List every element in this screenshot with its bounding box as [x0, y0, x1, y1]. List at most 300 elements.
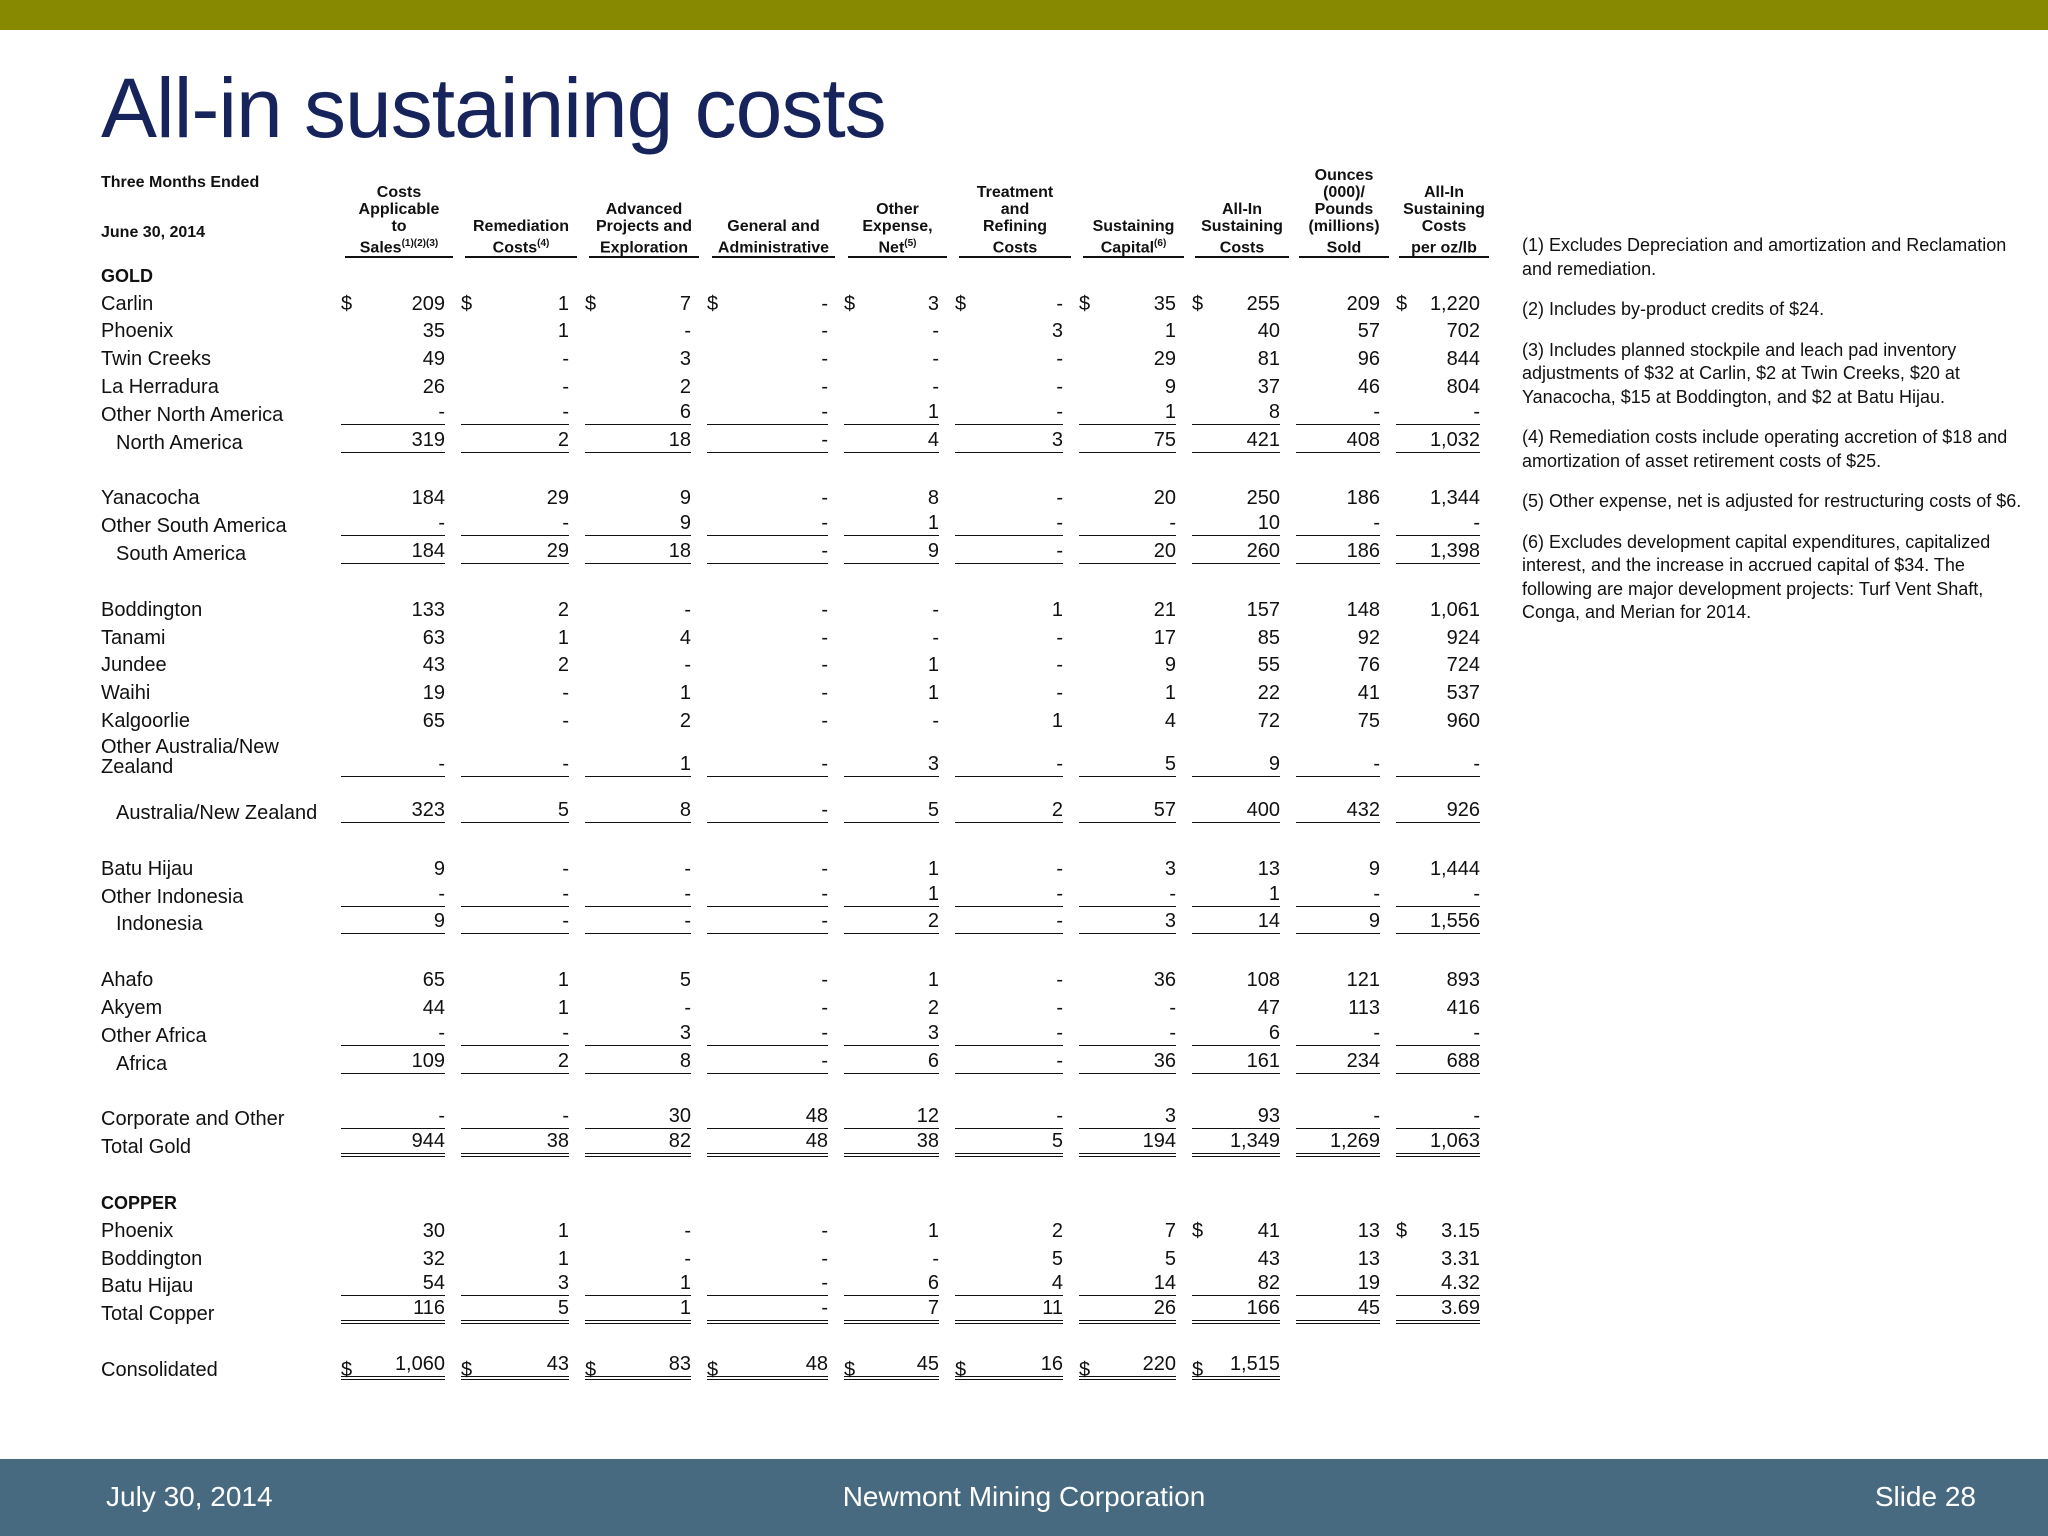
table-cell [1294, 592, 1394, 620]
row-label: Batu Hijau [101, 857, 194, 880]
table-cell [583, 369, 705, 397]
table-cell [1294, 1269, 1394, 1297]
table-cell [953, 425, 1077, 453]
table-cell [339, 592, 459, 620]
table-cell [953, 481, 1077, 509]
cell-value: 260 [1192, 541, 1280, 564]
cell-value: 37 [1257, 375, 1280, 398]
spacer-row [101, 1074, 1494, 1102]
cell-value: - [955, 1023, 1063, 1046]
currency-symbol: $ [1192, 1219, 1204, 1242]
cell-value: - [821, 682, 828, 705]
table-row [101, 481, 1494, 509]
table-cell [1077, 962, 1190, 990]
table-cell [953, 508, 1077, 536]
cell-value: 36 [1153, 969, 1176, 992]
cell-value: 12 [844, 1106, 939, 1129]
cell-value: - [1056, 487, 1063, 510]
table-cell [953, 258, 1077, 286]
cell-value: 2 [557, 598, 569, 621]
table-cell [1077, 1213, 1190, 1241]
table-cell [705, 1213, 842, 1241]
cell-value: - [1056, 682, 1063, 705]
row-label: Africa [116, 1052, 168, 1075]
cell-value: 1 [927, 857, 939, 880]
cell-value: - [341, 513, 445, 536]
table-cell [1294, 675, 1394, 703]
footnote: (2) Includes by-product credits of $24. [1522, 299, 1825, 319]
table-cell [705, 1129, 842, 1157]
table-cell [1190, 731, 1294, 777]
table-cell [1077, 1296, 1190, 1324]
cell-value: 702 [1446, 320, 1480, 343]
table-cell [339, 907, 459, 935]
table-cell [339, 258, 459, 286]
cell-value: 45 [1296, 1298, 1380, 1324]
cell-value: 186 [1346, 487, 1380, 510]
cell-value: 41 [1357, 682, 1380, 705]
table-cell [1077, 592, 1190, 620]
column-header-text: Remediation Costs [472, 217, 569, 256]
cell-value: 48 [707, 1354, 828, 1380]
cell-value: - [1056, 375, 1063, 398]
cell-value: - [821, 487, 828, 510]
table-cell [339, 1185, 459, 1213]
table-cell [705, 341, 842, 369]
table-cell [459, 508, 583, 536]
table-cell [1394, 286, 1494, 314]
footer-slide-number: Slide 28 [1874, 1481, 1976, 1512]
table-row [101, 536, 1494, 564]
cell-value: 17 [1153, 626, 1176, 649]
cell-value: 1 [1192, 884, 1280, 907]
table-cell [583, 1296, 705, 1324]
table-cell [1294, 536, 1394, 564]
table-cell [459, 1296, 583, 1324]
table-cell [842, 1129, 953, 1157]
table-cell [1077, 481, 1190, 509]
cell-value: 944 [341, 1131, 445, 1157]
cell-value: 26 [1079, 1298, 1176, 1324]
cell-value: - [585, 911, 691, 934]
table-cell [1077, 397, 1190, 425]
table-cell [339, 425, 459, 453]
table-cell [953, 1241, 1077, 1269]
cell-value: 45 [844, 1354, 939, 1380]
cell-value: 36 [1079, 1051, 1176, 1074]
table-cell [1394, 258, 1494, 286]
table-cell [459, 648, 583, 676]
cell-value: 148 [1346, 598, 1380, 621]
cell-value: - [1296, 1023, 1380, 1046]
cell-value: 5 [955, 1131, 1063, 1157]
cell-value: - [1296, 754, 1380, 777]
table-row [101, 777, 1494, 823]
table-cell [842, 648, 953, 676]
table-cell [1294, 703, 1394, 731]
cell-value: - [821, 996, 828, 1019]
table-cell [459, 962, 583, 990]
cell-value: - [461, 911, 569, 934]
cell-value: 20 [1153, 487, 1176, 510]
table-cell [953, 1269, 1077, 1297]
spacer-cell [101, 453, 1494, 481]
row-label: Other Indonesia [101, 885, 244, 908]
table-cell [583, 648, 705, 676]
table-cell [1394, 1046, 1494, 1074]
table-cell [1294, 1296, 1394, 1324]
table-cell [842, 286, 953, 314]
table-cell [1190, 777, 1294, 823]
table-row [101, 990, 1494, 1018]
table-cell [953, 369, 1077, 397]
cell-value: 46 [1357, 375, 1380, 398]
table-cell [1294, 258, 1394, 286]
cell-value: 9 [433, 857, 445, 880]
period-header [101, 150, 339, 258]
table-cell [339, 1213, 459, 1241]
cell-value: - [1296, 1106, 1380, 1129]
table-cell [1294, 1018, 1394, 1046]
currency-symbol: $ [707, 1358, 719, 1381]
cell-value: 18 [585, 430, 691, 453]
cell-value: - [1056, 292, 1063, 315]
cell-value: 65 [422, 709, 445, 732]
table-cell [339, 962, 459, 990]
table-cell [1190, 1102, 1294, 1130]
cell-value: 4 [844, 430, 939, 453]
cell-value: 5 [461, 800, 569, 823]
table-cell [1294, 369, 1394, 397]
cell-value: - [1396, 402, 1480, 425]
table-cell [705, 879, 842, 907]
table-cell [953, 731, 1077, 777]
table-cell [842, 314, 953, 342]
cell-value: - [341, 1106, 445, 1129]
table-cell [339, 286, 459, 314]
cell-value: - [1079, 513, 1176, 536]
table-cell [1394, 1018, 1494, 1046]
cell-value: 63 [422, 626, 445, 649]
cell-value: 2 [955, 800, 1063, 823]
cell-value: 2 [679, 709, 691, 732]
table-cell [953, 648, 1077, 676]
row-label: Yanacocha [101, 487, 200, 510]
currency-symbol: $ [1396, 292, 1408, 315]
table-row [101, 1352, 1494, 1380]
cell-value: - [1056, 626, 1063, 649]
cell-value: 82 [585, 1131, 691, 1157]
table-cell [953, 990, 1077, 1018]
table-row [101, 1129, 1494, 1157]
cell-value: 57 [1079, 800, 1176, 823]
table-cell [705, 1102, 842, 1130]
table-cell [1077, 1185, 1190, 1213]
table-cell [1294, 314, 1394, 342]
currency-symbol: $ [707, 292, 719, 315]
table-cell [953, 592, 1077, 620]
table-cell [1190, 1296, 1294, 1324]
row-label: Carlin [101, 292, 154, 315]
table-cell [1394, 1241, 1494, 1269]
table-cell [1077, 369, 1190, 397]
table-cell [1077, 879, 1190, 907]
cell-value: - [461, 513, 569, 536]
table-row [101, 675, 1494, 703]
table-cell [842, 990, 953, 1018]
table-cell [459, 675, 583, 703]
table-cell [339, 1269, 459, 1297]
table-cell [583, 731, 705, 777]
table-cell [1394, 369, 1494, 397]
table-cell [842, 1269, 953, 1297]
table-cell [459, 1046, 583, 1074]
table-cell [842, 1102, 953, 1130]
cell-value: - [932, 1247, 939, 1270]
cell-value: - [707, 1273, 828, 1296]
table-cell [842, 620, 953, 648]
cell-value: 49 [422, 348, 445, 371]
cell-value: 2 [461, 1051, 569, 1074]
cell-value: 48 [707, 1131, 828, 1157]
table-cell [339, 675, 459, 703]
footnote: (3) Includes planned stockpile and leach pad inventory adjustments of $32 at Carlin, $2 at Twin Creeks, $20 at Yanacocha, $15 at Boddington, and $2 at Batu Hijau. [1522, 339, 1960, 407]
table-cell [583, 851, 705, 879]
cell-value: 5 [461, 1298, 569, 1324]
cell-value: 323 [341, 800, 445, 823]
cell-value: 1,444 [1429, 857, 1480, 880]
cell-value: 1 [844, 884, 939, 907]
cell-value: 29 [546, 487, 569, 510]
cell-value: 1 [927, 654, 939, 677]
table-cell [1190, 397, 1294, 425]
footnote: (1) Excludes Depreciation and amortization and Reclamation and remediation. [1522, 235, 2007, 279]
table-cell [1190, 425, 1294, 453]
cell-value: 13 [1357, 1219, 1380, 1242]
cell-value: 9 [585, 513, 691, 536]
column-header-footnote-ref: (5) [904, 237, 917, 249]
table-cell [339, 341, 459, 369]
cell-value: - [707, 402, 828, 425]
table-row [101, 703, 1494, 731]
row-label: Consolidated [101, 1358, 218, 1381]
cell-value: 1 [1051, 709, 1063, 732]
cell-value: 19 [422, 682, 445, 705]
table-cell [459, 879, 583, 907]
table-cell [842, 1046, 953, 1074]
cell-value: 416 [1446, 996, 1480, 1019]
cell-value: - [1296, 402, 1380, 425]
row-label: Akyem [101, 996, 163, 1019]
cell-value: 6 [585, 402, 691, 425]
cell-value: - [707, 754, 828, 777]
cell-value: 1,063 [1396, 1131, 1480, 1157]
cell-value: - [585, 884, 691, 907]
cell-value: 3 [955, 430, 1063, 453]
row-label: Boddington [101, 1247, 203, 1270]
table-cell [583, 1185, 705, 1213]
cell-value: 65 [422, 969, 445, 992]
currency-symbol: $ [1192, 1358, 1204, 1381]
cell-value: 1 [557, 292, 569, 315]
table-cell [1190, 851, 1294, 879]
table-cell [1190, 879, 1294, 907]
currency-symbol: $ [461, 292, 473, 315]
cell-value: 38 [461, 1131, 569, 1157]
cell-value: - [821, 857, 828, 880]
cell-value: 8 [927, 487, 939, 510]
row-label: Other Australia/New Zealand [101, 735, 279, 778]
table-cell [842, 675, 953, 703]
currency-symbol: $ [341, 1358, 353, 1381]
cell-value: 4 [955, 1273, 1063, 1296]
cell-value: - [1396, 884, 1480, 907]
cell-value: - [684, 1219, 691, 1242]
table-cell [1077, 286, 1190, 314]
cell-value: 421 [1192, 430, 1280, 453]
table-cell [842, 1352, 953, 1380]
table-cell [705, 536, 842, 564]
table-cell [705, 481, 842, 509]
footnote: (5) Other expense, net is adjusted for restructuring costs of $6. [1522, 491, 2022, 511]
cell-value: 3 [927, 292, 939, 315]
spacer-cell [101, 934, 1494, 962]
cell-value: 8 [1192, 402, 1280, 425]
cell-value: 40 [1257, 320, 1280, 343]
table-cell [1294, 481, 1394, 509]
cell-value: 3.15 [1441, 1219, 1480, 1242]
cell-value: - [461, 402, 569, 425]
column-header [339, 150, 459, 258]
spacer-cell [101, 1157, 1494, 1185]
row-label: Ahafo [101, 969, 154, 992]
table-cell [339, 879, 459, 907]
cell-value: 1 [1164, 320, 1176, 343]
table-cell [1294, 508, 1394, 536]
table-cell [339, 851, 459, 879]
cell-value: 43 [1257, 1247, 1280, 1270]
cell-value: 4.32 [1396, 1273, 1480, 1296]
table-cell [459, 703, 583, 731]
currency-symbol: $ [461, 1358, 473, 1381]
table-cell [583, 1269, 705, 1297]
table-row [101, 286, 1494, 314]
cell-value: 1 [1079, 402, 1176, 425]
footnotes [1522, 234, 2032, 642]
cell-value: - [932, 598, 939, 621]
cell-value: 926 [1396, 800, 1480, 823]
currency-symbol: $ [844, 292, 856, 315]
row-label: GOLD [101, 265, 153, 286]
table-cell [1077, 1018, 1190, 1046]
row-label: COPPER [101, 1192, 178, 1213]
cell-value: 5 [1079, 754, 1176, 777]
cell-value: 121 [1346, 969, 1380, 992]
cell-value: 7 [844, 1298, 939, 1324]
table-cell [953, 1213, 1077, 1241]
table-cell [1077, 620, 1190, 648]
cell-value: - [821, 292, 828, 315]
table-cell [1077, 731, 1190, 777]
cell-value: - [684, 1247, 691, 1270]
table-cell [842, 777, 953, 823]
row-label: Waihi [101, 682, 151, 705]
table-cell [953, 962, 1077, 990]
table-cell [459, 314, 583, 342]
section-row [101, 258, 1494, 286]
table-cell [842, 1241, 953, 1269]
cell-value: 1,269 [1296, 1131, 1380, 1157]
column-header [1190, 150, 1294, 258]
period-line-1: Three Months Ended [101, 174, 260, 191]
column-header [1294, 150, 1394, 258]
table-row [101, 1241, 1494, 1269]
cell-value: 319 [341, 430, 445, 453]
spacer-row [101, 1157, 1494, 1185]
table-cell [1394, 648, 1494, 676]
table-cell [1294, 879, 1394, 907]
column-header-text: Treatment and Refining Costs [976, 183, 1054, 256]
table-cell [1190, 1241, 1294, 1269]
table-cell [1077, 1129, 1190, 1157]
cell-value: 1,061 [1429, 598, 1480, 621]
table-cell [842, 703, 953, 731]
table-cell [705, 731, 842, 777]
cell-value: 220 [1079, 1354, 1176, 1380]
table-row [101, 1018, 1494, 1046]
table-cell [1394, 397, 1494, 425]
table-cell [842, 425, 953, 453]
table-cell [583, 341, 705, 369]
cell-value: 408 [1296, 430, 1380, 453]
cell-value: 1 [585, 1273, 691, 1296]
table-cell [1077, 1046, 1190, 1074]
currency-symbol: $ [1079, 1358, 1091, 1381]
cell-value: 75 [1357, 709, 1380, 732]
cell-value: 804 [1446, 375, 1480, 398]
table-header-row [101, 150, 1494, 258]
cell-value: 116 [341, 1298, 445, 1324]
table-cell [953, 341, 1077, 369]
column-header-text: Costs Applicable to Sales [358, 183, 440, 256]
cell-value: 54 [341, 1273, 445, 1296]
table-cell [842, 879, 953, 907]
table-cell [339, 1046, 459, 1074]
top-accent-bar [0, 0, 2048, 30]
cell-value: 18 [585, 541, 691, 564]
row-label: Phoenix [101, 320, 174, 343]
table-cell [1294, 1046, 1394, 1074]
row-label: South America [116, 542, 247, 565]
cell-value: 2 [461, 430, 569, 453]
table-cell [583, 508, 705, 536]
cell-value: 2 [927, 996, 939, 1019]
table-cell [459, 1269, 583, 1297]
table-cell [1394, 592, 1494, 620]
table-cell [583, 620, 705, 648]
cell-value: 1 [585, 1298, 691, 1324]
table-cell [459, 1213, 583, 1241]
column-header-text: Other Expense, Net [862, 200, 933, 256]
table-cell [459, 1352, 583, 1380]
table-cell [1394, 1129, 1494, 1157]
slide-title: All-in sustaining costs [101, 61, 886, 155]
table-cell [705, 777, 842, 823]
cell-value: 83 [585, 1354, 691, 1380]
cell-value: - [562, 375, 569, 398]
table-cell [1394, 879, 1494, 907]
column-header-text: All-In Sustaining Costs [1201, 200, 1283, 256]
